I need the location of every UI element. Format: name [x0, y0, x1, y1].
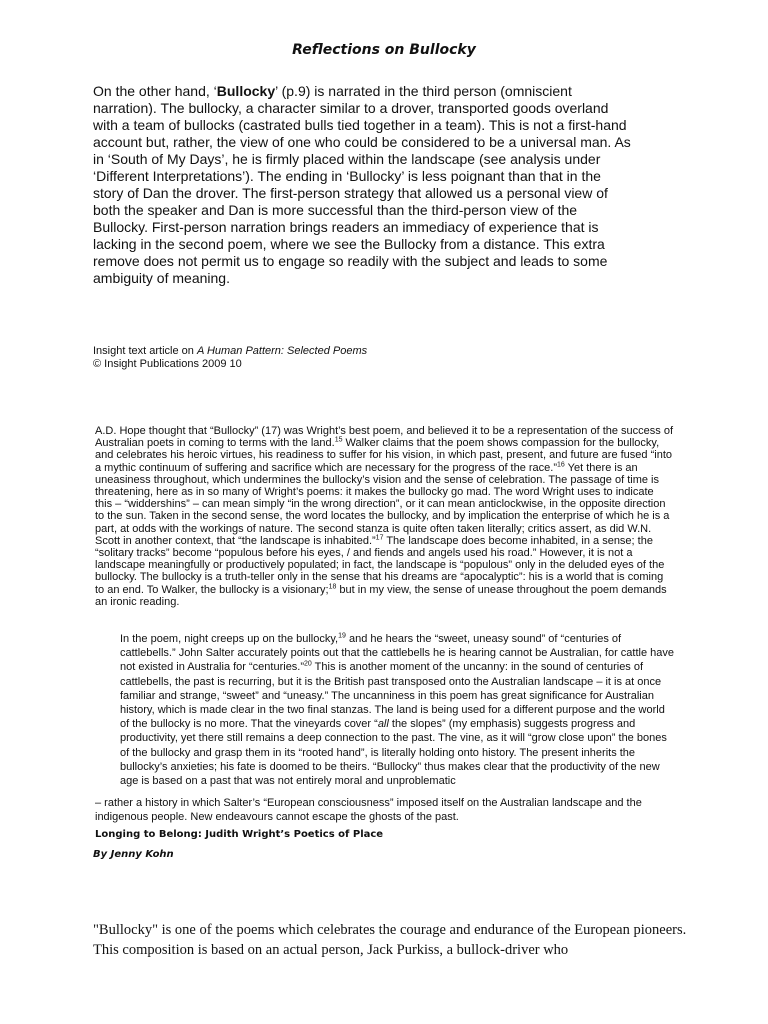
article-text: Yet there is an uneasiness throughout, which undermines the bullocky’s vision and the sense of celebration. The passage of time is threatening, here as in so many of Wright’s poems: it makes the bullocky go mad. The word Wright uses to indicate this – “widdershins” – can mean simply “in the wrong direction”, or it can mean anticlockwise, in the opposite direction to the sun. Taken in the second sense, the word locates the bullocky, and by implication the enterprise of which he is a part, at odds with the workings of nature. The second stanza is quite often taken literally; critics assert, as did W.N. Scott in another context, that “the landscape is inhabited.” — [95, 461, 670, 547]
emphasis-word: all — [377, 718, 389, 731]
footnote-ref: 19 — [338, 632, 346, 640]
book-title: Longing to Belong: Judith Wright’s Poetics of Place — [95, 829, 384, 840]
intro-bold-term: Bullocky — [216, 83, 276, 99]
copyright-line: © Insight Publications 2009 10 — [93, 358, 242, 370]
source-citation — [93, 345, 493, 371]
intro-text-start: On the other hand, ‘ — [93, 83, 217, 99]
footnote-ref: 18 — [328, 582, 337, 590]
indented-text: In the poem, night creeps up on the bullocky, — [120, 633, 339, 645]
citation-book-title: A Human Pattern: Selected Poems — [196, 345, 368, 357]
footnote-ref: 15 — [334, 436, 343, 444]
citation-line — [93, 345, 493, 358]
indented-paragraph — [120, 632, 675, 788]
article-text: A.D. Hope thought that “Bullocky” (17) was Wright’s best poem, and believed it to be a representation of the success of Australian poets in coming to terms with the land. — [95, 425, 674, 450]
indented-paragraph-continuation: – rather a history in which Salter’s “European consciousness” imposed itself on the Australian landscape and the indigenous people. New endeavours cannot escape the ghosts of the past. — [95, 797, 642, 824]
footnote-ref: 17 — [375, 534, 384, 542]
footnote-ref: 20 — [304, 660, 312, 668]
article-text: Walker claims that the poem shows compassion for the bullocky, and celebrates his heroic virtues, his readiness to suffer for his vision, in which past, present, and future are fused “into a mythic continuum of suffering and sacrifice which are necessary for the progress of the race.” — [95, 437, 672, 474]
indented-text: and he hears the “sweet, uneasy sound” of “centuries of cattlebells.” John Salter accurately points out that the cattlebells he is hearing cannot be Australian, for cattle have not existed in Australia for “centuries.” — [120, 633, 674, 674]
article-paragraph — [95, 425, 673, 608]
intro-text-rest: ’ (p.9) is narrated in the third person (omniscient narration). The bullocky, a character similar to a drover, transported goods overland with a team of bullocks (castrated bulls tied together in a team). This is not a first-hand account but, rather, the view of one who could be considered to be a universal man. As in ‘South of My Days’, he is firmly placed within the landscape (see analysis under ‘Different Interpretations’). The ending in ‘Bullocky’ is less poignant than that in the story of Dan the drover. The first-person strategy that allowed us a personal view of both the speaker and Dan is more successful than the third-person view of the Bullocky. First-person narration brings readers an immediacy of experience that is lacking in the second poem, where we see the Bullocky from a distance. This extra remove does not permit us to engage so readily with the subject and leads to some ambiguity of meaning. — [93, 83, 631, 286]
article-text: The landscape does become inhabited, in a sense; the “solitary tracks” become “populous before his eyes, / and fiends and angels used his road.” However, it is not a landscape meaningfully or productively populated; in fact, the landscape is “populous” only in the deluded eyes of the bullocky. The bullocky is a truth-teller only in the sense that his dreams are “apocalyptic”: his is a world that is coming to an end. To Walker, the bullocky is a visionary; — [95, 534, 665, 596]
intro-paragraph — [93, 83, 633, 287]
article-text: but in my view, the sense of unease throughout the poem demands an ironic reading. — [95, 583, 667, 608]
footnote-ref: 16 — [557, 460, 565, 468]
indented-text: This is another moment of the uncanny: in the sound of centuries of cattlebells, the past is recurring, but it is the British past transposed onto the Australian landscape – it is at once familiar and strange, “sweet” and “uneasy.” The uncanniness in this poem has great significance for Australian history, which is made clear in the two final stanzas. The land is being used for a different purpose and the world of the bullocky is no more. That the vineyards cover “ — [120, 661, 665, 731]
citation-prefix: Insight text article on — [93, 345, 197, 357]
closing-paragraph: "Bullocky" is one of the poems which celebrates the courage and endurance of the European pioneers. This composition is based on an actual person, Jack Purkiss, a bullock-driver who — [93, 922, 687, 958]
author-byline: By Jenny Kohn — [93, 849, 174, 860]
indented-text: the slopes” (my emphasis) suggests progress and productivity, yet there still remains a deep connection to the past. The vine, as it will “grow close upon” the bones of the bullocky and grasp them in its “rooted hand”, is literally holding onto history. The present inherits the bullocky’s anxieties; his fate is doomed to be theirs. “Bullocky” thus makes clear that the productivity of the new age is based on a past that was not entirely moral and unproblematic — [120, 718, 667, 788]
page-title: Reflections on Bullocky — [292, 42, 476, 58]
